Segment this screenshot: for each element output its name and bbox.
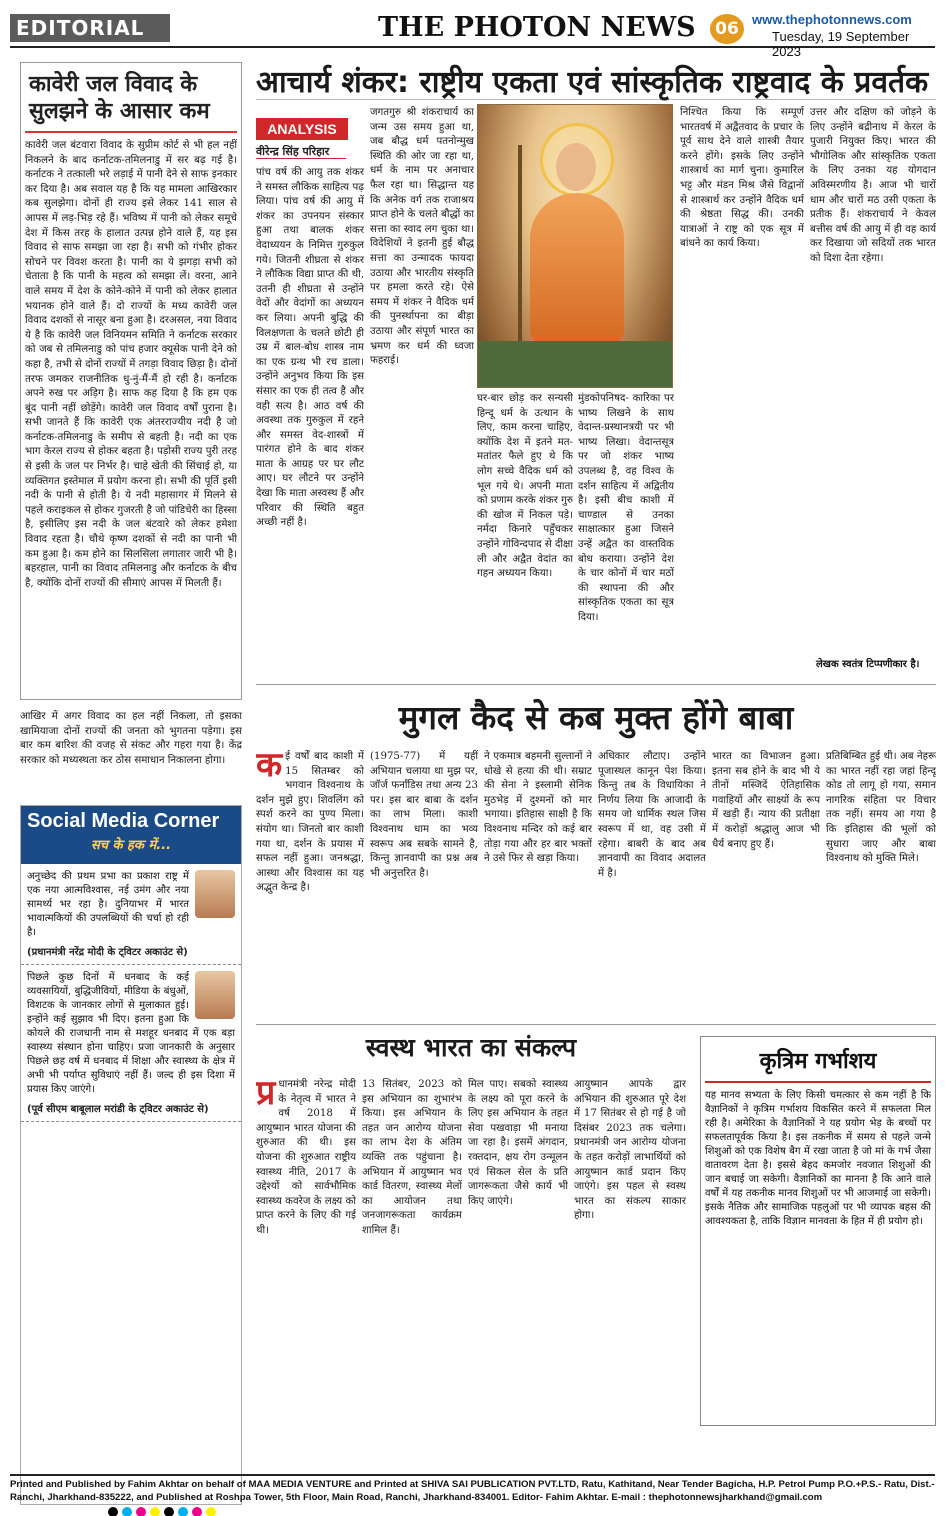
- health-column-2: 13 सितंबर, 2023 को इस अभियान का शुभारंभ किया। इस अभियान के तहत जन आरोग्य योजना का लाभ देश के अंतिम व्यक्ति तक पहुंचाना है। अभियान में आयुष्मान भव कार्ड वितरण, स्वास्थ्य मेलों का आयोजन तथा जनजागरूकता कार्यक्रम शामिल हैं।: [362, 1079, 462, 1236]
- health-column-1-text: धानमंत्री नरेन्द्र मोदी के नेतृत्व में भारत ने वर्ष 2018 में आयुष्मान भारत योजना की शुरुआत की थी। इस योजना की शुरुआत राष्ट्रीय स्वास्थ्य नीति, 2017 के उद्देश्यों को सार्वभौमिक स्वास्थ्य कवरेज के लक्ष्य को प्राप्त करने के लिए की गई थी।: [256, 1079, 356, 1236]
- feature-column-5: निश्चित किया कि सम्पूर्ण भारतवर्ष में अद्वैतवाद के प्रचार के पूर्व साथ देने वाले शास्त्री तैयार करने होंगे। इसके लिए उन्होंने शास्त्रार्थ का मार्ग चुना। कुमारिल भट्ट और मंडन मिश्र जैसे विद्वानों से शास्त्रार्थ कर उन्होंने वैदिक धर्म की श्रेष्ठता सिद्ध की। उनकी यात्राओं ने राष्ट्र को एक सूत्र में बांधने का कार्य किया।: [680, 107, 804, 250]
- baba-column-1: [256, 750, 364, 1018]
- kaveri-title: कावेरी जल विवाद के सुलझने के आसार कम: [25, 67, 237, 133]
- social-post-text: पिछले कुछ दिनों में धनबाद के कई व्यवसायियों, बुद्धिजीवियों, मीडिया के बंधुओं, विशटक के जानकार लोगों से मुलाकात हुई। इन्होंने कई सुझाव भी दिए। इतना हुआ कि कोयले की राजधानी नाम से मशहूर धनबाद में एक बड़ा स्वास्थ्य संस्थान होना चाहिए। प्रजा जानकारी के अनुसार पिछले छह वर्ष में धनबाद में शिक्षा और स्वास्थ्य के क्षेत्र में अभी भी पर्याप्त सुविधाएं नहीं हैं। जल्द ही इस दिशा में प्रयास किए जाएंगे।: [27, 972, 235, 1095]
- staff-shape: [518, 145, 522, 365]
- feature-column-2: जगतगुरु श्री शंकराचार्य का जन्म उस समय हुआ था, जब बौद्ध धर्म पतनोन्मुख स्थिति की ओर जा रहा था, धर्म के नाम पर अनाचार फैल रहा था। सिद्धान्त यह कि अनेक वर्ग तक राजाश्रय प्राप्त होने के चलते बौद्धों का सत्ता का स्वाद लग चुका था। विदेशियों ने इतनी हुई बौद्ध सत्ता का उन्मादक फायदा उठाया और भारतीय संस्कृति पर हमला करते रहे। ऐसे समय में शंकर ने वैदिक धर्म की पुनर्स्थापना का बीड़ा उठाया और संपूर्ण भारत का भ्रमण कर धर्म की ध्वजा फहराई।: [370, 107, 474, 367]
- paper-name: THE PHOTON NEWS: [378, 12, 696, 43]
- website-link[interactable]: www.thephotonnews.com: [752, 12, 912, 27]
- baba-column-2: (1975-77) में यहीं अभियान चलाया था मुझ पर, जॉर्ज फर्नांडिस तथा अन्य 23 पर। इस बार बाबा के दर्शन का लाभ मिला। काशी विश्वनाथ धाम का भव्य स्वरूप अब सबके सामने है, किन्तु ज्ञानवापी का प्रश्न अब भी अनुत्तरित है।: [370, 751, 478, 879]
- head-shape: [556, 143, 596, 191]
- imprint-line: Printed and Published by Fahim Akhtar on behalf of MAA MEDIA VENTURE and Printed at SHIVA SAI PUBLICATION PVT.LTD, Ratu, Kathitand, Near Tender Bagicha, H.P. Petrol Pump P.O.+P.S.- Ratu, Dist.-Ranchi, Jharkhand-835222, and Published at Roshpa Tower, 5th Floor, Main Road, Ranchi, Jharkhand-834001. Editor- Fahim Akhtar. E-mail : thephotonnewsjharkhand@gmail.com: [10, 1474, 935, 1508]
- section-tag: EDITORIAL: [10, 14, 170, 42]
- ivf-title: कृत्रिम गर्भाशय: [705, 1041, 931, 1083]
- baba-column-6: प्रतिबिम्बित हुई थी। अब नेहरू का भारत नहीं रहा जहां हिन्दू कोड तो लागू हो गया, समान नागरिक संहिता पर विचार तक नहीं। समय आ गया है कि इतिहास की भूलों को सुधारा जाए और बाबा विश्वनाथ को मुक्ति मिले।: [826, 751, 936, 865]
- social-post: [21, 965, 241, 1122]
- health-column-3: मिल पाए। सबको स्वास्थ्य के लक्ष्य को पूरा करने के लिए इस अभियान के तहत सेवा पखवाड़ा भी मनाया जा रहा है। इसमें अंगदान, रक्तदान, क्षय रोग उन्मूलन एवं सिकल सेल के प्रति जागरूकता जैसे कार्य भी किए जाएंगे।: [468, 1079, 568, 1207]
- analysis-label: ANALYSIS: [256, 118, 348, 140]
- feature-headline: आचार्य शंकर: राष्ट्रीय एकता एवं सांस्कृतिक राष्ट्रवाद के प्रवर्तक: [256, 60, 936, 100]
- baba-column-4: अधिकार लौटाए। उन्होंने पूजास्थल कानून पेश किया। किन्तु तब के विधायिका ने निर्णय लिया कि आजादी के समय जो धार्मिक स्थल जिस स्वरूप में था, वह उसी में रहेगा। बाबरी के बाद अब ज्ञानवापी का विवाद अदालत में है।: [598, 751, 706, 879]
- shankaracharya-painting: [477, 104, 673, 388]
- social-post-source: (प्रधानमंत्री नरेंद्र मोदी के ट्विटर अकाउंट से): [27, 947, 188, 958]
- social-tagline: सच के हक में...: [90, 838, 172, 853]
- drop-cap: क: [256, 750, 283, 785]
- social-title: Social Media Corner: [27, 810, 220, 832]
- kaveri-body: कावेरी जल बंटवारा विवाद के सुप्रीम कोर्ट से भी हल नहीं निकलने के बाद कर्नाटक-तमिलनाडु में सर बढ़ गई है। कर्नाटक ने तत्काली भरे लड़ाई में पानी देने से साफ इनकार कर दिया है। अब सवाल यह है कि यह मामला आखिरकार कब सुलझेगा। दोनों ही राज्य इसे लेकर 141 साल से आपस में लड़-भिड़ रहे हैं। भविष्य में पानी को लेकर समूचे देश में किस तरह के हालात उत्पन्न होने वाले हैं, यह इस विवाद से साफ समझा जा रहा है। सभी को गंभीर होकर सोचने पर विवश करता है। पानी का ये झगड़ा सभी को चेताता है कि पानी के महत्व को समझा लें। वरना, आने वाले समय में देश के कोने-कोने में पानी को लेकर हालात भयानक होने वाले हैं। दो राज्यों के मध्य कावेरी जल विवाद दशकों से नासूर बना हुआ है। दरअसल, नया विवाद ये है कि कावेरी जल विनियमन समिति ने कर्नाटक सरकार को जब से तमिलनाडु को पांच हजार क्यूसेक पानी देने को कहा है, तभी से दोनों राज्यों में तगड़ा विवाद छिड़ा है। दोनों तरफ जमकर राजनीतिक धु-नुं-मैं-मैं हो रही है। कर्नाटक अपने रुख पर अड़िग है। साफ कह दिया है कि हम एक बूंद पानी नहीं छोड़ेंगे। कावेरी जल विवाद वर्षों पुराना है। सभी जानते हैं कि कावेरी एक अंतरराज्यीय नदी है जो कर्नाटक-तमिलनाडु के समीप से बहती है। नदी का एक भाग केरल राज्य से होकर बहता है। पड़ोसी राज्य पुरी तरह से इसी के जल पर निर्भर है। चाहे खेती की सिंचाई हो, या व्यक्तिगत इस्तेमाल में प्रयोग करना हो। सभी की पूर्ति इसी नदी के पानी से होती है। ये नदी महासागर में मिलने से पहले कराइकल से होकर गुजरती है जो पांडिचेरी का हिस्सा है, इसीलिए इस नदी के जल बंटवारे को लेकर हमेशा विवाद रहता है। चौथे कृष्ण दशकों से नदी का पानी भी कम हुआ है। कम होने का सिलसिला लगातार जारी भी है। बहरहाल, पानी का विवाद तमिलनाडु और कर्नाटक के बीच है, क्योंकि दोनों राज्यों की सीमाएं आपस में मिलती हैं।: [25, 140, 237, 589]
- social-post-text: अनुच्छेद की प्रथम प्रभा का प्रकाश राष्ट्र में एक नया आत्मविश्वास, नई उमंग और नया सामर्थ्य भर रहा है। दुनियाभर में भारत भावात्मकियों की उपलब्धियों की चर्चा हो रही है।: [27, 871, 189, 938]
- author-note: लेखक स्वतंत्र टिप्पणीकार है।: [816, 659, 920, 670]
- avatar: [195, 971, 235, 1019]
- kaveri-editorial: [20, 62, 242, 700]
- artificial-womb-box: [700, 1036, 936, 1426]
- baba-column-1-text: ई वर्षों बाद काशी में 15 सितम्बर को भगवान विश्वनाथ के दर्शन मुझे हुए। शिवलिंग को स्पर्श करने का पुण्य मिला। संयोग था। जिनतो बार काशी गया था, दर्शन के प्रयास में सफल नहीं हुआ। जनश्रद्धा, आस्था और विश्वास का यह अद्भुत केन्द्र है।: [256, 751, 364, 894]
- figure-shape: [530, 193, 624, 343]
- section-divider: [256, 684, 936, 685]
- social-media-corner: [20, 805, 242, 1505]
- social-post: [21, 864, 241, 965]
- baba-column-3: ने एकमात्र बहमनी सुल्तानों ने धोखे से हत्या की थी। सम्राट की सेना ने इस्लामी सेनिक मुठभेड़ में दुश्मनों को मार भगाया। इतिहास साक्षी है कि विश्वनाथ मन्दिर को कई बार तोड़ा गया और हर बार भक्तों ने उसे फिर से खड़ा किया।: [484, 751, 592, 865]
- page-number-badge: 06: [710, 14, 744, 44]
- social-header: [21, 806, 241, 864]
- baba-headline: मुगल कैद से कब मुक्त होंगे बाबा: [398, 698, 794, 737]
- feature-column-6: उत्तर और दक्षिण को जोड़ने के लिए उन्होंने बद्रीनाथ में केरल के पुजारी नियुक्त किए। भारत की भौगोलिक और सांस्कृतिक एकता के लिए उनका यह योगदान अविस्मरणीय है। आज भी चारों धाम और चारों मठ उसी एकता के प्रतीक हैं। शंकराचार्य ने केवल बत्तीस वर्ष की आयु में ही वह कार्य कर दिखाया जो सदियों तक भारत को दिशा देता रहेगा।: [810, 107, 936, 264]
- health-column-1: [256, 1078, 356, 1466]
- feature-column-3: घर-बार छोड़ कर सन्यसी हिन्दू धर्म के उत्थान के लिए, काम करना चाहिए, क्योंकि देश में इतने मत-मतांतर फैले हुए थे कि लोग सच्चे वैदिक धर्म को भूल गये थे। अपनी माता को प्रणाम करके शंकर गुरु की खोज में निकल पड़े। नर्मदा किनारे पहुँचकर उन्होंने गोविन्दपाद से दीक्षा ली और अद्वैत वेदांत का गहन अध्ययन किया।: [477, 393, 573, 580]
- health-column-4: आयुष्मान आपके द्वार अभियान की शुरुआत पूरे देश में 17 सितंबर से हो गई है जो दिसंबर 2023 तक चलेगा। प्रधानमंत्री जन आरोग्य योजना के तहत करोड़ों लाभार्थियों को आयुष्मान कार्ड प्रदान किए जाएंगे। इस पहल से स्वस्थ भारत का संकल्प साकार होगा।: [574, 1079, 686, 1222]
- avatar: [195, 870, 235, 918]
- health-headline: स्वस्थ भारत का संकल्प: [365, 1033, 577, 1062]
- feature-author: वीरेन्द्र सिंह परिहार: [256, 145, 330, 158]
- drop-cap: प्र: [256, 1078, 276, 1113]
- ivf-body: यह मानव सभ्यता के लिए किसी चमत्कार से कम नहीं है कि वैज्ञानिकों ने कृत्रिम गर्भाशय विकसित करने में सफलता मिल रही है। अमेरिका के वैज्ञानिकों ने यह प्रयोग भेड़ के बच्चों पर सफलतापूर्वक किया है। इस तकनीक में समय से पहले जन्मे शिशुओं को एक विशेष बैग में रखा जाता है जो मां के गर्भ जैसा वातावरण देता है। इससे बेहद कमजोर नवजात शिशुओं की जान बचाई जा सकेगी। वैज्ञानिकों का मानना है कि आने वाले वर्षों में यह तकनीक मानव शिशुओं पर भी आजमाई जा सकेगी। इसके नैतिक और सामाजिक पहलुओं पर भी व्यापक बहस की आवश्यकता है, ताकि विज्ञान मानवता के हित में ही प्रयोग हो।: [705, 1090, 931, 1227]
- social-post-source: (पूर्व सीएम बाबूलाल मरांडी के ट्विटर अकाउंट से): [27, 1104, 209, 1115]
- feature-column-4: मुंडकोपनिषद- कारिका पर भाष्य लिखने के साथ वेदान्त-प्रस्थानत्रयी पर भी भाष्य लिखा। वेदान्तसूत्र पर जो शंकर भाष्य उपलब्ध है, वह विश्व के दर्शन साहित्य में अद्वितीय है। इसी बीच काशी में चाण्डाल से उनका साक्षात्कार हुआ जिसने उन्हें अद्वैत का वास्तविक बोध कराया। उन्होंने देश के चार कोनों में चार मठों की स्थापना की और सांस्कृतिक एकता का सूत्र दिया।: [578, 393, 674, 623]
- masthead: [10, 10, 935, 59]
- section-divider: [256, 1024, 936, 1025]
- feature-column-1: पांच वर्ष की आयु तक शंकर ने समस्त लौकिक साहित्य पढ़ लिया। पांच वर्ष की आयु में शंकर का उपनयन संस्कार हुआ तथा बालक शंकर वेदाध्ययन के निमित्त गुरुकुल गये। जितनी शीघ्रता से शंकर ने लौकिक विद्या प्राप्त की थी, उतनी ही शीघ्रता से उन्होंने वेदों और वेदांगों का अध्ययन कर लिया। अपनी बुद्धि की विलक्षणता के चलते छोटी ही उम्र में बाल-बोध शास्त्र नाम का एक ग्रन्थ भी रच डाला। उन्होंने अनुभव किया कि इस संसार का एक ही तत्व है और वही सत्य है। आठ वर्ष की अवस्था तक गुरुकुल में रहने और समस्त वेद-शास्त्रों में पारंगत होने के बाद शंकर माता के आग्रह पर घर लौट आए। घर लौटने पर उन्होंने देखा कि माता अस्वस्थ हैं और परिवार की स्थिति बहुत अच्छी नहीं है।: [256, 167, 364, 529]
- author-divider: [256, 158, 346, 159]
- ground-shape: [478, 341, 673, 387]
- issue-date: Tuesday, 19 September 2023: [772, 29, 910, 59]
- baba-column-5: भारत का विभाजन हुआ। इतना सब होने के बाद भी ये तीनों मस्जिदें ऐतिहासिक गवाहियों और साक्ष्यों के रूप में खड़ी हैं। न्याय की प्रतीक्षा में करोड़ों श्रद्धालु आज भी धैर्य बनाए हुए हैं।: [712, 751, 820, 850]
- registration-marks: [108, 1502, 908, 1512]
- kaveri-continuation: आखिर में अगर विवाद का हल नहीं निकला, तो इसका खामियाजा दोनों राज्यों की जनता को भुगतना पड़ेगा। इस बार कम बारिश की वजह से संकट और गहरा गया है। केंद्र सरकार को मध्यस्थता कर ठोस समाधान निकालना होगा।: [20, 711, 242, 766]
